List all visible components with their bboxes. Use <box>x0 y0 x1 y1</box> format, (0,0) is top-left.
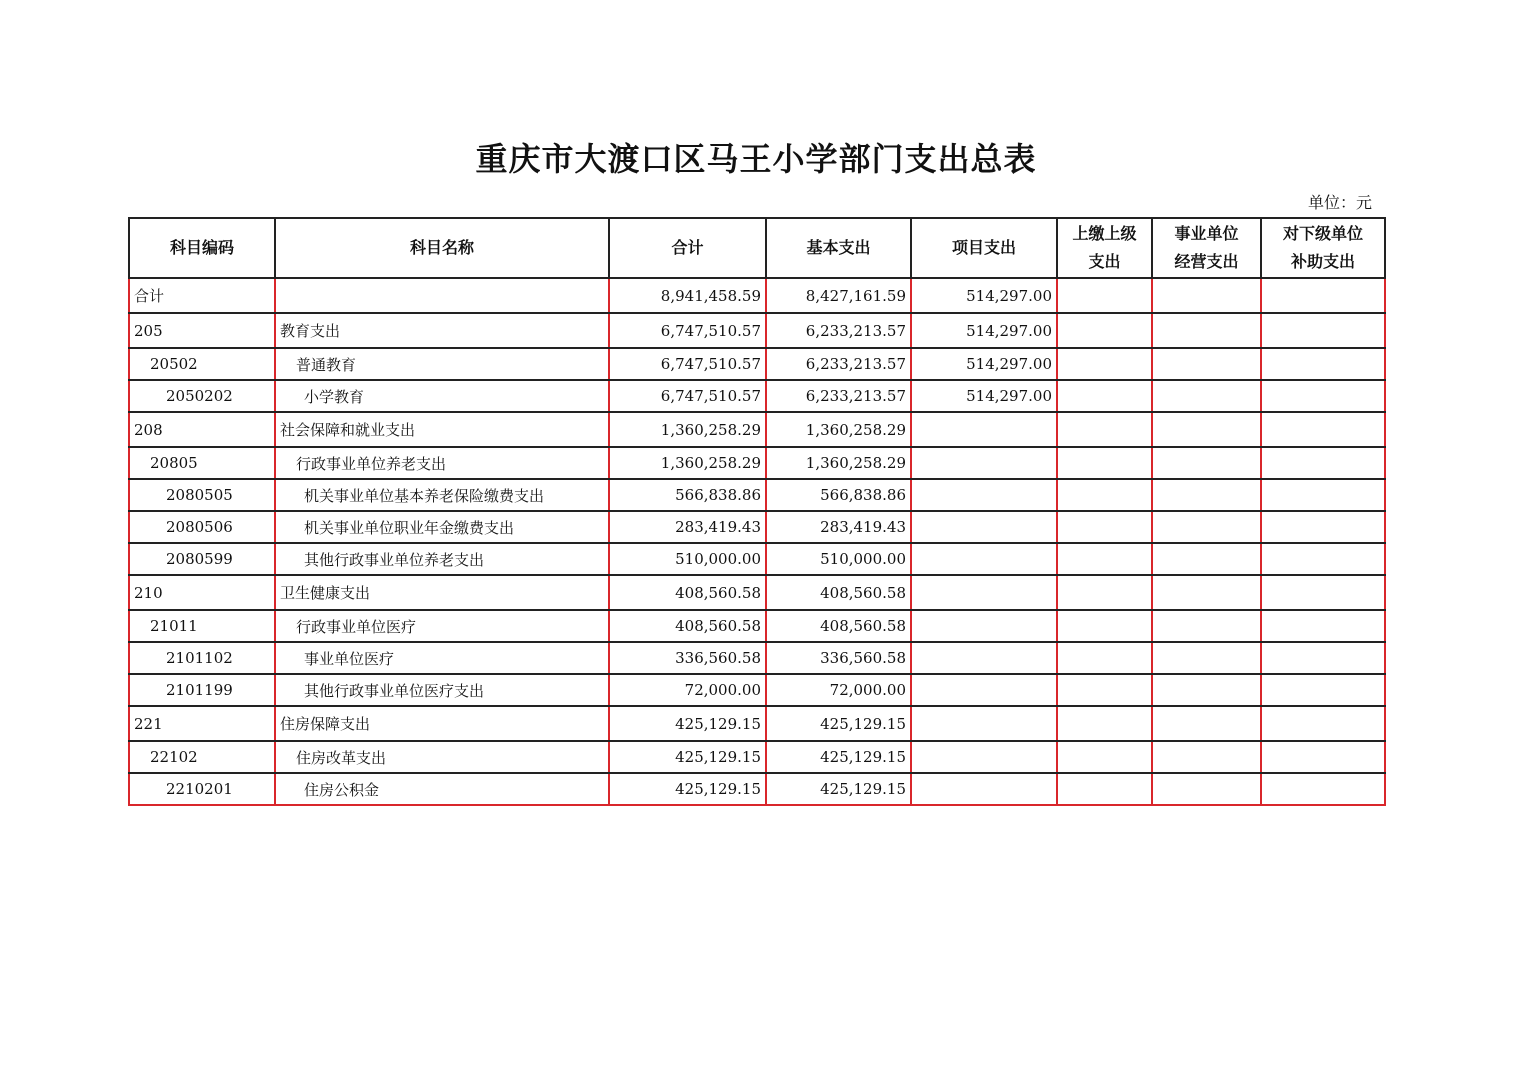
cell-basic-text: 8,427,161.59 <box>805 286 906 305</box>
cell-name <box>275 348 609 380</box>
cell-basic-text: 1,360,258.29 <box>805 420 906 439</box>
cell-total <box>609 642 766 674</box>
cell-name <box>275 412 609 447</box>
table-row <box>129 575 1385 610</box>
cell-project-text: 514,297.00 <box>966 286 1052 305</box>
cell-name <box>275 380 609 412</box>
table-row <box>129 511 1385 543</box>
cell-upper <box>1057 741 1152 773</box>
cell-name <box>275 479 609 511</box>
cell-name <box>275 278 609 313</box>
cell-subsidy <box>1261 575 1385 610</box>
cell-name-text: 住房保障支出 <box>280 715 371 733</box>
table-row <box>129 412 1385 447</box>
cell-business <box>1152 447 1261 479</box>
cell-basic <box>766 741 911 773</box>
header-business-line2: 经营支出 <box>1174 252 1239 271</box>
cell-business <box>1152 575 1261 610</box>
expenditure-table <box>128 217 1386 806</box>
cell-basic <box>766 610 911 642</box>
cell-total-text: 425,129.15 <box>675 748 761 766</box>
cell-subsidy <box>1261 773 1385 805</box>
cell-code-text: 2210201 <box>166 780 233 798</box>
cell-business <box>1152 278 1261 313</box>
cell-code <box>129 610 275 642</box>
cell-upper <box>1057 479 1152 511</box>
cell-subsidy <box>1261 412 1385 447</box>
cell-business <box>1152 412 1261 447</box>
cell-total <box>609 511 766 543</box>
table-row <box>129 741 1385 773</box>
cell-project <box>911 412 1057 447</box>
cell-basic-text: 425,129.15 <box>820 748 906 766</box>
cell-code-text: 20805 <box>150 454 198 472</box>
cell-name-text: 教育支出 <box>280 322 341 340</box>
cell-name <box>275 313 609 348</box>
cell-name <box>275 447 609 479</box>
cell-basic-text: 336,560.58 <box>820 649 906 667</box>
cell-business <box>1152 773 1261 805</box>
cell-basic <box>766 348 911 380</box>
cell-code <box>129 575 275 610</box>
cell-code <box>129 706 275 741</box>
table-row <box>129 313 1385 348</box>
header-upper <box>1057 218 1152 278</box>
cell-code <box>129 773 275 805</box>
table-row <box>129 642 1385 674</box>
cell-basic <box>766 278 911 313</box>
cell-subsidy <box>1261 348 1385 380</box>
header-code: 科目编码 <box>129 218 275 278</box>
cell-basic-text: 72,000.00 <box>829 681 906 699</box>
cell-project <box>911 479 1057 511</box>
cell-code-text: 2080506 <box>166 518 233 536</box>
cell-name-text: 机关事业单位基本养老保险缴费支出 <box>304 486 545 505</box>
cell-project <box>911 447 1057 479</box>
cell-upper <box>1057 380 1152 412</box>
cell-name-text: 行政事业单位医疗 <box>296 617 417 636</box>
cell-name <box>275 741 609 773</box>
cell-business <box>1152 610 1261 642</box>
cell-total-text: 6,747,510.57 <box>660 387 761 405</box>
cell-code-text: 2080505 <box>166 486 233 504</box>
cell-project-text: 514,297.00 <box>966 355 1052 373</box>
cell-upper <box>1057 543 1152 575</box>
cell-basic-text: 6,233,213.57 <box>805 387 906 405</box>
cell-name-text: 社会保障和就业支出 <box>280 421 416 439</box>
cell-upper <box>1057 773 1152 805</box>
cell-name-text: 其他行政事业单位医疗支出 <box>304 681 485 700</box>
cell-basic-text: 283,419.43 <box>820 518 906 536</box>
cell-business <box>1152 674 1261 706</box>
cell-code <box>129 278 275 313</box>
cell-subsidy <box>1261 610 1385 642</box>
cell-code <box>129 479 275 511</box>
cell-basic <box>766 479 911 511</box>
cell-name <box>275 543 609 575</box>
cell-project <box>911 511 1057 543</box>
table-row <box>129 479 1385 511</box>
cell-total <box>609 380 766 412</box>
cell-upper <box>1057 348 1152 380</box>
cell-total <box>609 313 766 348</box>
cell-total <box>609 706 766 741</box>
cell-basic <box>766 511 911 543</box>
cell-project <box>911 543 1057 575</box>
cell-total-text: 72,000.00 <box>684 681 761 699</box>
cell-subsidy <box>1261 380 1385 412</box>
table-body <box>129 278 1385 805</box>
cell-basic <box>766 380 911 412</box>
cell-code <box>129 741 275 773</box>
cell-project-text: 514,297.00 <box>966 387 1052 405</box>
cell-business <box>1152 642 1261 674</box>
cell-project <box>911 741 1057 773</box>
cell-name <box>275 575 609 610</box>
cell-code <box>129 313 275 348</box>
cell-project <box>911 674 1057 706</box>
cell-subsidy <box>1261 313 1385 348</box>
table-row <box>129 348 1385 380</box>
cell-code-text: 22102 <box>150 748 198 766</box>
cell-total-text: 510,000.00 <box>675 550 761 568</box>
cell-total-text: 566,838.86 <box>675 486 761 504</box>
cell-basic-text: 6,233,213.57 <box>805 355 906 373</box>
cell-upper <box>1057 313 1152 348</box>
cell-name-text: 普通教育 <box>296 355 357 374</box>
table-row <box>129 380 1385 412</box>
cell-total-text: 408,560.58 <box>675 583 761 602</box>
cell-name-text: 事业单位医疗 <box>304 649 395 668</box>
cell-basic <box>766 575 911 610</box>
cell-subsidy <box>1261 674 1385 706</box>
cell-code <box>129 511 275 543</box>
cell-code <box>129 412 275 447</box>
cell-name-text: 卫生健康支出 <box>280 584 371 602</box>
table-row <box>129 543 1385 575</box>
header-business-line1: 事业单位 <box>1174 224 1239 243</box>
cell-business <box>1152 706 1261 741</box>
cell-name-text: 行政事业单位养老支出 <box>296 454 447 473</box>
cell-name-text: 小学教育 <box>304 387 365 406</box>
cell-name-text: 住房公积金 <box>304 780 380 799</box>
cell-code <box>129 543 275 575</box>
header-upper-line2: 支出 <box>1088 252 1121 271</box>
cell-subsidy <box>1261 479 1385 511</box>
cell-upper <box>1057 642 1152 674</box>
cell-basic <box>766 674 911 706</box>
cell-total <box>609 412 766 447</box>
cell-code-text: 20502 <box>150 355 198 373</box>
table-row <box>129 278 1385 313</box>
cell-project <box>911 610 1057 642</box>
cell-total <box>609 278 766 313</box>
cell-total <box>609 674 766 706</box>
cell-upper <box>1057 610 1152 642</box>
cell-upper <box>1057 706 1152 741</box>
cell-code-text: 221 <box>134 714 163 733</box>
cell-code-text: 208 <box>134 420 163 439</box>
cell-name <box>275 642 609 674</box>
cell-total-text: 6,747,510.57 <box>660 321 761 340</box>
cell-total <box>609 348 766 380</box>
cell-basic-text: 1,360,258.29 <box>805 454 906 472</box>
cell-basic <box>766 543 911 575</box>
table-header-row <box>129 218 1385 278</box>
cell-name <box>275 610 609 642</box>
cell-code-text: 205 <box>134 321 163 340</box>
cell-code-text: 2101199 <box>166 681 233 699</box>
cell-project <box>911 313 1057 348</box>
cell-total-text: 1,360,258.29 <box>660 420 761 439</box>
cell-business <box>1152 479 1261 511</box>
cell-subsidy <box>1261 511 1385 543</box>
cell-code-text: 21011 <box>150 617 198 635</box>
cell-business <box>1152 543 1261 575</box>
cell-basic-text: 425,129.15 <box>820 714 906 733</box>
cell-name <box>275 773 609 805</box>
header-upper-line1: 上缴上级 <box>1072 224 1137 243</box>
table-row <box>129 773 1385 805</box>
table-row <box>129 706 1385 741</box>
cell-project <box>911 642 1057 674</box>
cell-total <box>609 575 766 610</box>
cell-basic <box>766 642 911 674</box>
cell-upper <box>1057 674 1152 706</box>
cell-basic-text: 425,129.15 <box>820 780 906 798</box>
table-row <box>129 447 1385 479</box>
cell-basic-text: 408,560.58 <box>820 583 906 602</box>
cell-upper <box>1057 447 1152 479</box>
cell-subsidy <box>1261 741 1385 773</box>
cell-basic <box>766 447 911 479</box>
table-row <box>129 610 1385 642</box>
cell-business <box>1152 511 1261 543</box>
cell-basic-text: 6,233,213.57 <box>805 321 906 340</box>
cell-project <box>911 575 1057 610</box>
cell-total-text: 425,129.15 <box>675 780 761 798</box>
cell-basic <box>766 706 911 741</box>
cell-code <box>129 642 275 674</box>
cell-upper <box>1057 412 1152 447</box>
cell-business <box>1152 348 1261 380</box>
cell-basic-text: 566,838.86 <box>820 486 906 504</box>
cell-subsidy <box>1261 447 1385 479</box>
header-name: 科目名称 <box>275 218 609 278</box>
header-total: 合计 <box>609 218 766 278</box>
cell-business <box>1152 380 1261 412</box>
cell-code <box>129 348 275 380</box>
cell-business <box>1152 741 1261 773</box>
cell-subsidy <box>1261 642 1385 674</box>
header-subsidy <box>1261 218 1385 278</box>
cell-basic <box>766 412 911 447</box>
cell-total <box>609 773 766 805</box>
cell-total-text: 1,360,258.29 <box>660 454 761 472</box>
unit-label: 单位：元 <box>1307 193 1372 212</box>
cell-subsidy <box>1261 706 1385 741</box>
cell-upper <box>1057 575 1152 610</box>
table-row <box>129 674 1385 706</box>
header-project: 项目支出 <box>911 218 1057 278</box>
cell-name-text: 其他行政事业单位养老支出 <box>304 550 485 569</box>
cell-project <box>911 773 1057 805</box>
cell-total-text: 8,941,458.59 <box>660 286 761 305</box>
cell-name <box>275 674 609 706</box>
cell-code <box>129 447 275 479</box>
cell-project <box>911 278 1057 313</box>
cell-total <box>609 610 766 642</box>
cell-basic-text: 408,560.58 <box>820 617 906 635</box>
cell-total-text: 336,560.58 <box>675 649 761 667</box>
cell-subsidy <box>1261 543 1385 575</box>
cell-name-text: 机关事业单位职业年金缴费支出 <box>304 518 515 537</box>
cell-code <box>129 380 275 412</box>
cell-project <box>911 380 1057 412</box>
cell-business <box>1152 313 1261 348</box>
cell-upper <box>1057 278 1152 313</box>
cell-basic <box>766 773 911 805</box>
cell-code-text: 2080599 <box>166 550 233 568</box>
cell-upper <box>1057 511 1152 543</box>
cell-project-text: 514,297.00 <box>966 321 1052 340</box>
cell-code-text: 2101102 <box>166 649 233 667</box>
cell-name <box>275 511 609 543</box>
header-business <box>1152 218 1261 278</box>
cell-total <box>609 543 766 575</box>
header-subsidy-line2: 补助支出 <box>1290 252 1355 271</box>
header-subsidy-line1: 对下级单位 <box>1282 224 1363 243</box>
cell-name <box>275 706 609 741</box>
cell-code-text: 合计 <box>134 287 165 305</box>
header-basic: 基本支出 <box>766 218 911 278</box>
cell-total-text: 408,560.58 <box>675 617 761 635</box>
cell-code <box>129 674 275 706</box>
cell-project <box>911 348 1057 380</box>
cell-basic <box>766 313 911 348</box>
cell-code-text: 210 <box>134 583 163 602</box>
cell-code-text: 2050202 <box>166 387 233 405</box>
page-title: 重庆市大渡口区马王小学部门支出总表 <box>475 140 1037 178</box>
cell-total <box>609 479 766 511</box>
cell-project <box>911 706 1057 741</box>
cell-name-text: 住房改革支出 <box>296 748 387 767</box>
cell-total-text: 283,419.43 <box>675 518 761 536</box>
cell-total-text: 425,129.15 <box>675 714 761 733</box>
cell-total-text: 6,747,510.57 <box>660 355 761 373</box>
cell-total <box>609 447 766 479</box>
cell-subsidy <box>1261 278 1385 313</box>
cell-basic-text: 510,000.00 <box>820 550 906 568</box>
cell-total <box>609 741 766 773</box>
